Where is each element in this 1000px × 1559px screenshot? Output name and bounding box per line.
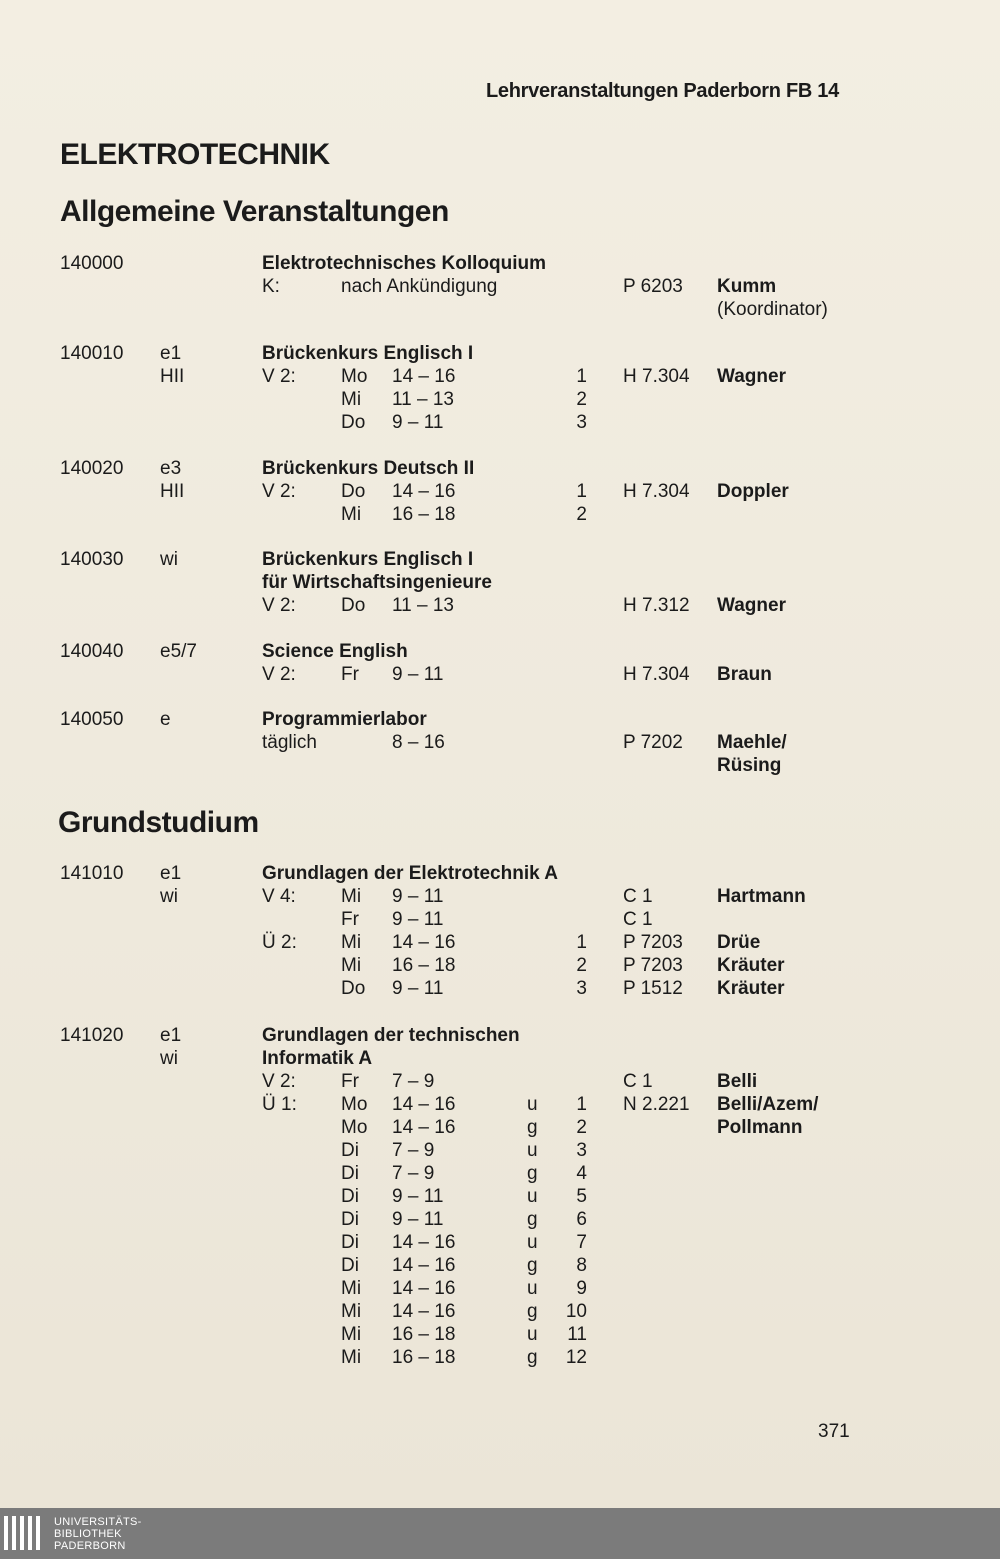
session-group: 3	[576, 412, 587, 433]
library-footer	[0, 1508, 1000, 1559]
session-day: Di	[341, 1232, 359, 1253]
session-day: Mi	[341, 389, 362, 410]
course-number: 140030	[60, 549, 124, 570]
session-group: 2	[576, 1117, 587, 1138]
session-room: H 7.312	[623, 595, 690, 616]
session-group: 10	[565, 1301, 587, 1322]
course-code-secondary: HII	[160, 366, 185, 387]
session-time: 7 – 9	[392, 1163, 435, 1184]
session-time: 8 – 16	[392, 732, 445, 753]
session-day: Fr	[341, 1071, 359, 1092]
running-header: Lehrveranstaltungen Paderborn FB 14	[486, 80, 839, 102]
session-room: N 2.221	[623, 1094, 690, 1115]
session-day: Mi	[341, 1324, 362, 1345]
session-lecturer: Doppler	[717, 481, 789, 502]
session-group: 8	[576, 1255, 587, 1276]
course-title: Science English	[262, 641, 408, 662]
course-code-secondary: wi	[160, 886, 178, 907]
course-number: 141020	[60, 1025, 124, 1046]
course-title: Programmierlabor	[262, 709, 427, 730]
session-time: 16 – 18	[392, 1347, 456, 1368]
session-lecturer: Hartmann	[717, 886, 806, 907]
course-code: e1	[160, 343, 182, 364]
session-lecturer: Kräuter	[717, 978, 785, 999]
session-day: Mi	[341, 1301, 362, 1322]
section-heading-grundstudium: Grundstudium	[58, 806, 259, 839]
session-group: 2	[576, 955, 587, 976]
session-room: P 1512	[623, 978, 683, 999]
session-type: V 2:	[262, 481, 296, 502]
session-type: täglich	[262, 732, 317, 753]
course-code: e5/7	[160, 641, 197, 662]
session-day: Mi	[341, 504, 362, 525]
library-logo-text: UNIVERSITÄTS- BIBLIOTHEK PADERBORN	[54, 1516, 142, 1552]
session-group: 5	[576, 1186, 587, 1207]
session-type: Ü 2:	[262, 932, 297, 953]
session-room: P 7202	[623, 732, 683, 753]
session-day: Do	[341, 595, 366, 616]
session-time: 9 – 11	[392, 1209, 444, 1230]
session-time: 14 – 16	[392, 1094, 456, 1115]
course-number: 140050	[60, 709, 124, 730]
session-time: 9 – 11	[392, 1186, 444, 1207]
session-time: 14 – 16	[392, 1232, 456, 1253]
session-type: K:	[262, 276, 280, 297]
session-room: C 1	[623, 909, 653, 930]
course-number: 140020	[60, 458, 124, 479]
session-group: 2	[576, 504, 587, 525]
session-time: 14 – 16	[392, 481, 456, 502]
session-day: Mo	[341, 1094, 368, 1115]
session-group: 6	[576, 1209, 587, 1230]
session-u-g-marker: g	[527, 1301, 538, 1322]
session-time: 14 – 16	[392, 1301, 456, 1322]
session-day: Di	[341, 1163, 359, 1184]
course-code: e1	[160, 1025, 182, 1046]
course-title-continued: für Wirtschaftsingenieure	[262, 572, 492, 593]
page-number: 371	[818, 1421, 850, 1442]
session-u-g-marker: g	[527, 1255, 538, 1276]
session-time: 14 – 16	[392, 1117, 456, 1138]
course-title-continued: Informatik A	[262, 1048, 373, 1069]
session-lecturer: Belli	[717, 1071, 758, 1092]
session-type: V 2:	[262, 664, 296, 685]
course-title: Grundlagen der technischen	[262, 1025, 520, 1046]
session-group: 12	[565, 1347, 587, 1368]
session-u-g-marker: u	[527, 1232, 538, 1253]
course-code-secondary: wi	[160, 1048, 178, 1069]
session-day: Mi	[341, 886, 362, 907]
session-type: V 2:	[262, 366, 296, 387]
session-day: Mi	[341, 955, 362, 976]
session-room: H 7.304	[623, 664, 690, 685]
session-lecturer: Wagner	[717, 366, 786, 387]
session-day: Mi	[341, 932, 362, 953]
session-time: 9 – 11	[392, 909, 444, 930]
session-u-g-marker: g	[527, 1117, 538, 1138]
session-time: 14 – 16	[392, 1278, 456, 1299]
session-lecturer: Rüsing	[717, 755, 782, 776]
session-room: H 7.304	[623, 481, 690, 502]
page-title: ELEKTROTECHNIK	[60, 138, 330, 171]
session-u-g-marker: u	[527, 1278, 538, 1299]
session-day: Mo	[341, 366, 368, 387]
session-time: 16 – 18	[392, 955, 456, 976]
session-room: P 7203	[623, 932, 683, 953]
session-lecturer: Drüe	[717, 932, 761, 953]
lecturer-note: (Koordinator)	[717, 299, 828, 320]
session-room: H 7.304	[623, 366, 690, 387]
session-u-g-marker: u	[527, 1324, 538, 1345]
session-day: Di	[341, 1186, 359, 1207]
session-time: 14 – 16	[392, 932, 456, 953]
session-group: 3	[576, 978, 587, 999]
course-number: 141010	[60, 863, 124, 884]
session-day: Do	[341, 978, 366, 999]
session-time: 9 – 11	[392, 886, 444, 907]
session-group: 1	[576, 1094, 587, 1115]
session-room: P 7203	[623, 955, 683, 976]
session-type: V 2:	[262, 595, 296, 616]
session-day: Di	[341, 1140, 359, 1161]
session-group: 3	[576, 1140, 587, 1161]
session-time: 9 – 11	[392, 978, 444, 999]
course-title: Brückenkurs Englisch I	[262, 343, 474, 364]
session-room: C 1	[623, 886, 653, 907]
session-u-g-marker: u	[527, 1094, 538, 1115]
session-group: 1	[576, 481, 587, 502]
session-day: Mi	[341, 1278, 362, 1299]
session-group: 11	[567, 1324, 587, 1345]
session-time: 14 – 16	[392, 366, 456, 387]
session-time: 16 – 18	[392, 1324, 456, 1345]
course-number: 140010	[60, 343, 124, 364]
session-type: V 2:	[262, 1071, 296, 1092]
library-logo-bars	[4, 1516, 44, 1552]
session-lecturer: Wagner	[717, 595, 786, 616]
session-day: Di	[341, 1209, 359, 1230]
session-time: 9 – 11	[392, 664, 444, 685]
course-title: Grundlagen der Elektrotechnik A	[262, 863, 558, 884]
course-code: e1	[160, 863, 182, 884]
course-number: 140040	[60, 641, 124, 662]
session-group: 1	[576, 366, 587, 387]
session-day: Fr	[341, 664, 359, 685]
course-title: Brückenkurs Deutsch II	[262, 458, 475, 479]
session-lecturer: Braun	[717, 664, 772, 685]
session-u-g-marker: g	[527, 1163, 538, 1184]
session-day: Mi	[341, 1347, 362, 1368]
session-group: 1	[576, 932, 587, 953]
session-u-g-marker: u	[527, 1186, 538, 1207]
course-number: 140000	[60, 253, 124, 274]
session-time: 9 – 11	[392, 412, 444, 433]
course-code: e	[160, 709, 171, 730]
session-u-g-marker: u	[527, 1140, 538, 1161]
section-heading-allgemein: Allgemeine Veranstaltungen	[60, 195, 449, 228]
session-room: C 1	[623, 1071, 653, 1092]
session-time: 14 – 16	[392, 1255, 456, 1276]
session-day: Fr	[341, 909, 359, 930]
session-type: V 4:	[262, 886, 296, 907]
course-title: Elektrotechnisches Kolloquium	[262, 253, 546, 274]
course-code-secondary: HII	[160, 481, 185, 502]
session-lecturer: Kumm	[717, 276, 777, 297]
session-u-g-marker: g	[527, 1209, 538, 1230]
session-group: 2	[576, 389, 587, 410]
session-time: 11 – 13	[392, 595, 454, 616]
session-lecturer: Belli/Azem/	[717, 1094, 819, 1115]
session-day: Do	[341, 412, 366, 433]
course-title: Brückenkurs Englisch I	[262, 549, 474, 570]
session-time: 16 – 18	[392, 504, 456, 525]
session-group: 7	[576, 1232, 587, 1253]
session-u-g-marker: g	[527, 1347, 538, 1368]
session-group: 4	[576, 1163, 587, 1184]
session-room: P 6203	[623, 276, 683, 297]
course-code: e3	[160, 458, 182, 479]
session-time: 7 – 9	[392, 1071, 435, 1092]
session-lecturer: Maehle/	[717, 732, 787, 753]
course-code: wi	[160, 549, 178, 570]
session-group: 9	[576, 1278, 587, 1299]
session-type: Ü 1:	[262, 1094, 297, 1115]
session-time: 7 – 9	[392, 1140, 435, 1161]
session-day: nach Ankündigung	[341, 276, 498, 297]
session-day: Di	[341, 1255, 359, 1276]
session-day: Mo	[341, 1117, 368, 1138]
session-day: Do	[341, 481, 366, 502]
session-lecturer: Kräuter	[717, 955, 785, 976]
session-time: 11 – 13	[392, 389, 454, 410]
session-lecturer: Pollmann	[717, 1117, 803, 1138]
